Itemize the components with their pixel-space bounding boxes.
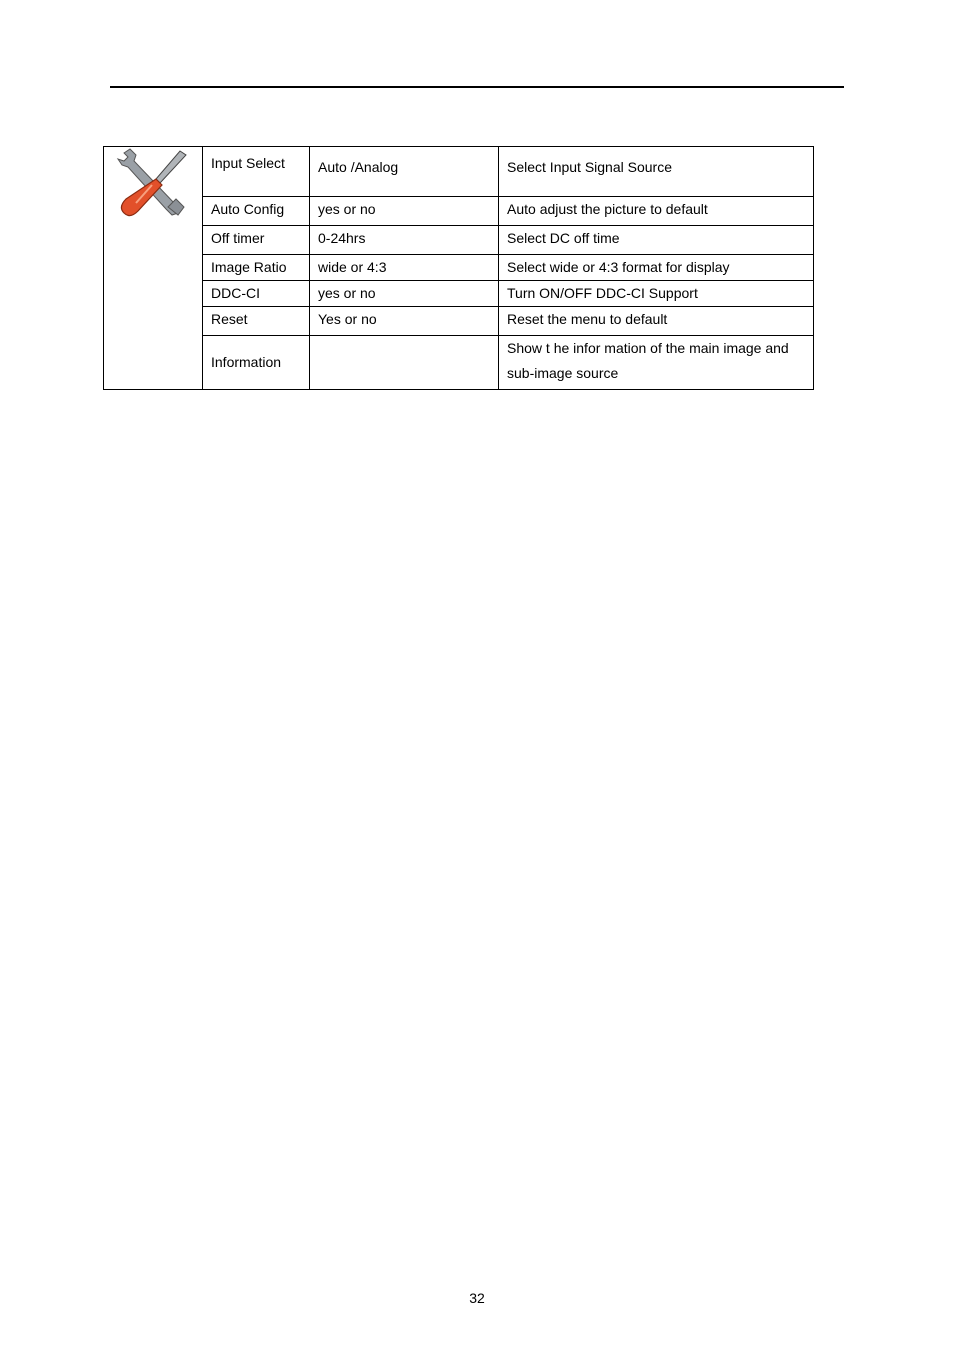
setting-value: 0-24hrs — [310, 226, 499, 255]
setting-description: Reset the menu to default — [499, 307, 814, 336]
setting-value: Auto /Analog — [310, 147, 499, 197]
table-row — [104, 281, 814, 307]
setting-value: Yes or no — [310, 307, 499, 336]
table-row — [104, 336, 814, 390]
setting-name: Information — [203, 336, 310, 390]
setting-description: Auto adjust the picture to default — [499, 197, 814, 226]
setting-name: Image Ratio — [203, 255, 310, 281]
icon-cell — [104, 147, 203, 390]
setting-description: Show t he infor mation of the main image and sub-image source — [499, 336, 814, 390]
setting-name: Reset — [203, 307, 310, 336]
header-rule — [110, 86, 844, 88]
setting-description: Select wide or 4:3 format for display — [499, 255, 814, 281]
setting-value: wide or 4:3 — [310, 255, 499, 281]
table-row — [104, 197, 814, 226]
setting-description: Select DC off time — [499, 226, 814, 255]
setting-name: Input Select — [203, 147, 310, 197]
osd-extra-menu-table — [103, 146, 814, 390]
wrench-screwdriver-icon — [116, 147, 190, 219]
setting-value — [310, 336, 499, 390]
setting-name: Off timer — [203, 226, 310, 255]
setting-value: yes or no — [310, 281, 499, 307]
page-number: 32 — [469, 1290, 485, 1306]
table-row — [104, 255, 814, 281]
table-row — [104, 226, 814, 255]
setting-value: yes or no — [310, 197, 499, 226]
setting-name: Auto Config — [203, 197, 310, 226]
table-row — [104, 147, 814, 197]
table-row — [104, 307, 814, 336]
setting-description: Select Input Signal Source — [499, 147, 814, 197]
setting-name: DDC-CI — [203, 281, 310, 307]
setting-description: Turn ON/OFF DDC-CI Support — [499, 281, 814, 307]
